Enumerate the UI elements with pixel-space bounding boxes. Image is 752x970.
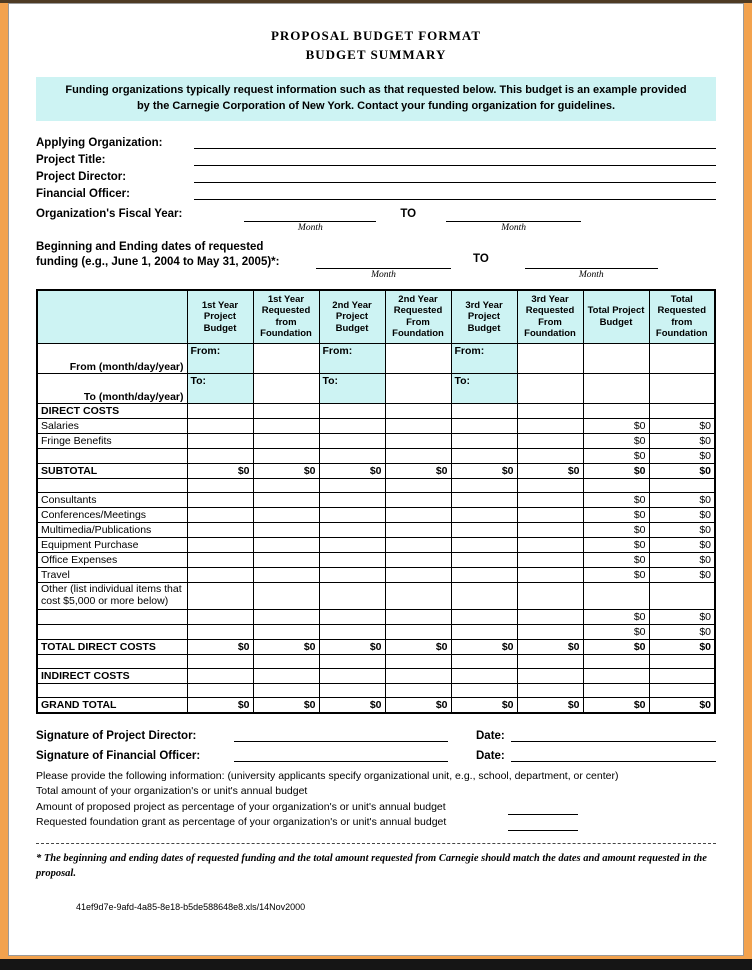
info-section bbox=[36, 769, 716, 831]
empty-cell bbox=[253, 537, 319, 552]
amount-cell: $0 bbox=[583, 624, 649, 639]
empty-cell bbox=[319, 403, 385, 418]
empty-cell bbox=[385, 668, 451, 683]
empty-cell bbox=[187, 582, 253, 609]
funding-end-group bbox=[525, 255, 658, 280]
amount-cell: $0 bbox=[253, 463, 319, 478]
amount-cell: $0 bbox=[187, 639, 253, 654]
scan-bottom-edge bbox=[0, 959, 752, 970]
empty-cell bbox=[451, 478, 517, 492]
row-label: INDIRECT COSTS bbox=[37, 668, 187, 683]
signature-row-financial-officer bbox=[36, 742, 716, 762]
amount-cell: $0 bbox=[253, 639, 319, 654]
to-row bbox=[37, 373, 715, 403]
empty-cell bbox=[253, 343, 319, 373]
date-input-cell[interactable]: From: bbox=[187, 343, 253, 373]
row-label: Fringe Benefits bbox=[37, 433, 187, 448]
row-label bbox=[37, 448, 187, 463]
empty-cell bbox=[385, 552, 451, 567]
signature-line[interactable] bbox=[234, 729, 448, 742]
form-field-row bbox=[36, 133, 716, 149]
amount-cell: $0 bbox=[319, 463, 385, 478]
fiscal-year-to-label: TO bbox=[400, 207, 417, 220]
amount-cell: $0 bbox=[187, 463, 253, 478]
empty-cell bbox=[253, 507, 319, 522]
field-label: Project Director: bbox=[36, 170, 127, 183]
empty-cell bbox=[319, 507, 385, 522]
empty-cell bbox=[187, 567, 253, 582]
row-label bbox=[37, 624, 187, 639]
month-caption: Month bbox=[297, 222, 323, 233]
amount-cell: $0 bbox=[649, 507, 715, 522]
amount-cell: $0 bbox=[649, 697, 715, 713]
empty-cell bbox=[253, 582, 319, 609]
table-row bbox=[37, 639, 715, 654]
empty-cell bbox=[451, 448, 517, 463]
amount-cell: $0 bbox=[517, 639, 583, 654]
table-row bbox=[37, 522, 715, 537]
document-page bbox=[8, 3, 744, 956]
funding-dates-label bbox=[36, 240, 316, 270]
info-fill-line[interactable] bbox=[508, 803, 578, 815]
date-input-cell[interactable]: To: bbox=[187, 373, 253, 403]
empty-cell bbox=[385, 654, 451, 668]
info-item bbox=[36, 800, 716, 816]
table-row bbox=[37, 582, 715, 609]
date-range-label: To (month/day/year) bbox=[37, 373, 187, 403]
amount-cell: $0 bbox=[385, 697, 451, 713]
empty-cell bbox=[385, 433, 451, 448]
table-row bbox=[37, 683, 715, 697]
empty-cell bbox=[583, 478, 649, 492]
empty-cell bbox=[319, 624, 385, 639]
amount-cell: $0 bbox=[649, 433, 715, 448]
empty-cell bbox=[319, 552, 385, 567]
date-line[interactable] bbox=[511, 729, 716, 742]
empty-cell bbox=[253, 567, 319, 582]
empty-cell bbox=[187, 624, 253, 639]
footnote: * The beginning and ending dates of requested funding and the total amount requested from Carnegie should match the dates and amount requested in the proposal. bbox=[36, 852, 707, 880]
info-fill-line[interactable] bbox=[508, 819, 578, 831]
empty-cell bbox=[517, 522, 583, 537]
empty-cell bbox=[253, 418, 319, 433]
empty-cell bbox=[319, 522, 385, 537]
empty-cell bbox=[649, 343, 715, 373]
empty-cell bbox=[187, 433, 253, 448]
empty-cell bbox=[517, 567, 583, 582]
empty-cell bbox=[187, 418, 253, 433]
signature-section bbox=[36, 722, 716, 762]
funding-dates-label-line1: Beginning and Ending dates of requested bbox=[36, 240, 264, 253]
empty-cell bbox=[385, 537, 451, 552]
row-label: Office Expenses bbox=[37, 552, 187, 567]
signature-row-project-director bbox=[36, 722, 716, 742]
empty-cell bbox=[583, 683, 649, 697]
month-caption: Month bbox=[371, 269, 396, 280]
empty-cell bbox=[451, 537, 517, 552]
empty-cell bbox=[385, 582, 451, 609]
empty-cell bbox=[451, 403, 517, 418]
empty-cell bbox=[253, 478, 319, 492]
empty-cell bbox=[319, 567, 385, 582]
empty-cell bbox=[253, 403, 319, 418]
empty-cell bbox=[319, 448, 385, 463]
document-title: PROPOSAL BUDGET FORMAT bbox=[270, 28, 482, 43]
empty-cell bbox=[187, 668, 253, 683]
empty-cell bbox=[253, 448, 319, 463]
empty-cell bbox=[451, 418, 517, 433]
row-label: SUBTOTAL bbox=[37, 463, 187, 478]
empty-cell bbox=[583, 373, 649, 403]
empty-cell bbox=[517, 609, 583, 624]
date-input-cell[interactable]: To: bbox=[451, 373, 517, 403]
empty-cell bbox=[517, 537, 583, 552]
empty-cell bbox=[187, 478, 253, 492]
column-header: 2nd Year Requested From Foundation bbox=[385, 290, 451, 344]
amount-cell: $0 bbox=[649, 418, 715, 433]
table-corner-cell bbox=[37, 290, 187, 344]
empty-cell bbox=[253, 654, 319, 668]
column-header: Total Requested from Foundation bbox=[649, 290, 715, 344]
fiscal-year-end-group bbox=[446, 208, 581, 233]
row-label: Salaries bbox=[37, 418, 187, 433]
table-row bbox=[37, 463, 715, 478]
empty-cell bbox=[517, 418, 583, 433]
empty-cell bbox=[517, 668, 583, 683]
amount-cell: $0 bbox=[583, 609, 649, 624]
form-field-row bbox=[36, 184, 716, 200]
empty-cell bbox=[385, 683, 451, 697]
amount-cell: $0 bbox=[583, 492, 649, 507]
table-row bbox=[37, 567, 715, 582]
empty-cell bbox=[649, 373, 715, 403]
empty-cell bbox=[385, 609, 451, 624]
table-row bbox=[37, 448, 715, 463]
empty-cell bbox=[385, 373, 451, 403]
amount-cell: $0 bbox=[649, 448, 715, 463]
dashed-divider bbox=[36, 843, 716, 844]
empty-cell bbox=[253, 492, 319, 507]
empty-cell bbox=[583, 582, 649, 609]
row-label: Equipment Purchase bbox=[37, 537, 187, 552]
amount-cell: $0 bbox=[649, 624, 715, 639]
table-row bbox=[37, 478, 715, 492]
empty-cell bbox=[385, 567, 451, 582]
date-input-cell[interactable]: From: bbox=[319, 343, 385, 373]
row-label bbox=[37, 478, 187, 492]
empty-cell bbox=[517, 403, 583, 418]
empty-cell bbox=[649, 683, 715, 697]
empty-cell bbox=[385, 403, 451, 418]
amount-cell: $0 bbox=[517, 463, 583, 478]
row-label: Consultants bbox=[37, 492, 187, 507]
empty-cell bbox=[187, 683, 253, 697]
guidelines-banner: Funding organizations typically request information such as that requested below. This budget is an example provided by the Carnegie Corporation of New York. Contact your funding organization for guidelines. bbox=[36, 77, 716, 121]
date-input-cell[interactable]: To: bbox=[319, 373, 385, 403]
funding-dates-label-line2: funding (e.g., June 1, 2004 to May 31, 2005)*: bbox=[36, 255, 280, 268]
row-label: Conferences/Meetings bbox=[37, 507, 187, 522]
column-header: 1st Year Project Budget bbox=[187, 290, 253, 344]
field-input-line[interactable] bbox=[194, 153, 716, 166]
amount-cell: $0 bbox=[451, 639, 517, 654]
empty-cell bbox=[517, 552, 583, 567]
amount-cell: $0 bbox=[583, 639, 649, 654]
amount-cell: $0 bbox=[649, 492, 715, 507]
amount-cell: $0 bbox=[583, 433, 649, 448]
empty-cell bbox=[649, 478, 715, 492]
empty-cell bbox=[451, 668, 517, 683]
info-text: Total amount of your organization's or unit's annual budget bbox=[36, 785, 308, 798]
field-label: Applying Organization: bbox=[36, 136, 163, 149]
row-label: TOTAL DIRECT COSTS bbox=[37, 639, 187, 654]
amount-cell: $0 bbox=[385, 463, 451, 478]
empty-cell bbox=[253, 552, 319, 567]
row-label: DIRECT COSTS bbox=[37, 403, 187, 418]
empty-cell bbox=[253, 668, 319, 683]
empty-cell bbox=[451, 552, 517, 567]
empty-cell bbox=[451, 492, 517, 507]
empty-cell bbox=[253, 624, 319, 639]
from-row bbox=[37, 343, 715, 373]
empty-cell bbox=[451, 654, 517, 668]
empty-cell bbox=[385, 448, 451, 463]
amount-cell: $0 bbox=[583, 567, 649, 582]
empty-cell bbox=[517, 478, 583, 492]
fiscal-year-end-line[interactable] bbox=[446, 208, 581, 222]
amount-cell: $0 bbox=[319, 697, 385, 713]
empty-cell bbox=[517, 448, 583, 463]
column-header: 1st Year Requested from Foundation bbox=[253, 290, 319, 344]
empty-cell bbox=[517, 373, 583, 403]
amount-cell: $0 bbox=[649, 463, 715, 478]
amount-cell: $0 bbox=[583, 463, 649, 478]
column-header: 3rd Year Project Budget bbox=[451, 290, 517, 344]
amount-cell: $0 bbox=[649, 522, 715, 537]
amount-cell: $0 bbox=[451, 697, 517, 713]
amount-cell: $0 bbox=[253, 697, 319, 713]
empty-cell bbox=[319, 537, 385, 552]
table-row bbox=[37, 492, 715, 507]
empty-cell bbox=[583, 403, 649, 418]
empty-cell bbox=[319, 668, 385, 683]
date-input-cell[interactable]: From: bbox=[451, 343, 517, 373]
field-label: Project Title: bbox=[36, 153, 106, 166]
table-row bbox=[37, 609, 715, 624]
amount-cell: $0 bbox=[583, 418, 649, 433]
field-input-line[interactable] bbox=[194, 187, 716, 200]
date-line[interactable] bbox=[511, 749, 716, 762]
empty-cell bbox=[385, 522, 451, 537]
empty-cell bbox=[451, 582, 517, 609]
table-row bbox=[37, 552, 715, 567]
form-fields bbox=[36, 133, 716, 200]
empty-cell bbox=[319, 418, 385, 433]
amount-cell: $0 bbox=[385, 639, 451, 654]
amount-cell: $0 bbox=[583, 448, 649, 463]
empty-cell bbox=[187, 507, 253, 522]
empty-cell bbox=[319, 654, 385, 668]
empty-cell bbox=[451, 433, 517, 448]
date-range-label: From (month/day/year) bbox=[37, 343, 187, 373]
empty-cell bbox=[385, 624, 451, 639]
info-text: Amount of proposed project as percentage of your organization's or unit's annual budget bbox=[36, 800, 446, 813]
row-label bbox=[37, 609, 187, 624]
empty-cell bbox=[517, 654, 583, 668]
info-text: Requested foundation grant as percentage of your organization's or unit's annual budget bbox=[36, 816, 447, 829]
month-caption: Month bbox=[501, 222, 526, 233]
empty-cell bbox=[517, 433, 583, 448]
table-row bbox=[37, 654, 715, 668]
amount-cell: $0 bbox=[517, 697, 583, 713]
budget-table bbox=[36, 289, 716, 714]
funding-to-label: TO bbox=[473, 252, 489, 265]
empty-cell bbox=[517, 582, 583, 609]
table-row bbox=[37, 624, 715, 639]
amount-cell: $0 bbox=[583, 697, 649, 713]
title-block bbox=[36, 4, 716, 63]
date-label: Date: bbox=[476, 749, 505, 762]
amount-cell: $0 bbox=[649, 567, 715, 582]
empty-cell bbox=[451, 624, 517, 639]
empty-cell bbox=[451, 522, 517, 537]
empty-cell bbox=[517, 507, 583, 522]
empty-cell bbox=[649, 403, 715, 418]
field-label: Financial Officer: bbox=[36, 187, 130, 200]
empty-cell bbox=[319, 478, 385, 492]
empty-cell bbox=[451, 609, 517, 624]
table-row bbox=[37, 668, 715, 683]
amount-cell: $0 bbox=[319, 639, 385, 654]
table-row bbox=[37, 507, 715, 522]
month-caption: Month bbox=[578, 269, 604, 280]
empty-cell bbox=[517, 343, 583, 373]
empty-cell bbox=[385, 418, 451, 433]
empty-cell bbox=[319, 683, 385, 697]
empty-cell bbox=[253, 609, 319, 624]
fiscal-year-label: Organization's Fiscal Year: bbox=[36, 207, 183, 220]
field-input-line[interactable] bbox=[194, 170, 716, 183]
empty-cell bbox=[583, 343, 649, 373]
info-intro: Please provide the following information: (university applicants specify organizational unit, e.g., school, department, or center) bbox=[36, 769, 619, 782]
row-label bbox=[37, 654, 187, 668]
empty-cell bbox=[649, 582, 715, 609]
empty-cell bbox=[517, 492, 583, 507]
empty-cell bbox=[451, 683, 517, 697]
table-row bbox=[37, 697, 715, 713]
amount-cell: $0 bbox=[649, 609, 715, 624]
column-header: Total Project Budget bbox=[583, 290, 649, 344]
funding-dates-row bbox=[36, 240, 716, 280]
empty-cell bbox=[253, 683, 319, 697]
column-header: 3rd Year Requested From Foundation bbox=[517, 290, 583, 344]
amount-cell: $0 bbox=[583, 537, 649, 552]
signature-label: Signature of Financial Officer: bbox=[36, 749, 201, 762]
signature-label: Signature of Project Director: bbox=[36, 729, 197, 742]
info-items bbox=[36, 784, 716, 831]
table-row bbox=[37, 403, 715, 418]
empty-cell bbox=[253, 373, 319, 403]
empty-cell bbox=[187, 654, 253, 668]
amount-cell: $0 bbox=[451, 463, 517, 478]
table-header-row bbox=[37, 290, 715, 344]
empty-cell bbox=[319, 609, 385, 624]
form-field-row bbox=[36, 167, 716, 183]
empty-cell bbox=[187, 492, 253, 507]
empty-cell bbox=[451, 507, 517, 522]
field-input-line[interactable] bbox=[194, 136, 716, 149]
empty-cell bbox=[187, 552, 253, 567]
amount-cell: $0 bbox=[649, 552, 715, 567]
date-label: Date: bbox=[476, 729, 505, 742]
empty-cell bbox=[187, 448, 253, 463]
empty-cell bbox=[649, 668, 715, 683]
empty-cell bbox=[319, 582, 385, 609]
amount-cell: $0 bbox=[187, 697, 253, 713]
table-row bbox=[37, 537, 715, 552]
signature-line[interactable] bbox=[234, 749, 448, 762]
empty-cell bbox=[385, 492, 451, 507]
document-subtitle: BUDGET SUMMARY bbox=[305, 47, 447, 62]
fiscal-year-row bbox=[36, 208, 716, 233]
row-label: GRAND TOTAL bbox=[37, 697, 187, 713]
empty-cell bbox=[385, 478, 451, 492]
table-row bbox=[37, 418, 715, 433]
empty-cell bbox=[253, 522, 319, 537]
empty-cell bbox=[253, 433, 319, 448]
empty-cell bbox=[319, 433, 385, 448]
row-label: Multimedia/Publications bbox=[37, 522, 187, 537]
funding-start-line[interactable] bbox=[316, 255, 451, 269]
info-item bbox=[36, 815, 716, 831]
empty-cell bbox=[583, 668, 649, 683]
empty-cell bbox=[187, 537, 253, 552]
column-header: 2nd Year Project Budget bbox=[319, 290, 385, 344]
row-label bbox=[37, 683, 187, 697]
amount-cell: $0 bbox=[583, 522, 649, 537]
fiscal-year-start-group bbox=[244, 208, 376, 233]
amount-cell: $0 bbox=[649, 639, 715, 654]
empty-cell bbox=[319, 492, 385, 507]
empty-cell bbox=[187, 609, 253, 624]
empty-cell bbox=[187, 403, 253, 418]
empty-cell bbox=[583, 654, 649, 668]
form-field-row bbox=[36, 150, 716, 166]
table-row bbox=[37, 433, 715, 448]
empty-cell bbox=[187, 522, 253, 537]
empty-cell bbox=[451, 567, 517, 582]
row-label: Travel bbox=[37, 567, 187, 582]
amount-cell: $0 bbox=[583, 552, 649, 567]
file-reference: 41ef9d7e-9afd-4a85-8e18-b5de588648e8.xls/14Nov2000 bbox=[76, 902, 306, 913]
empty-cell bbox=[517, 624, 583, 639]
empty-cell bbox=[649, 654, 715, 668]
empty-cell bbox=[385, 343, 451, 373]
empty-cell bbox=[517, 683, 583, 697]
row-label: Other (list individual items that cost $5,000 or more below) bbox=[37, 582, 187, 609]
info-item bbox=[36, 784, 716, 800]
fiscal-year-start-line[interactable] bbox=[244, 208, 376, 222]
empty-cell bbox=[385, 507, 451, 522]
amount-cell: $0 bbox=[649, 537, 715, 552]
funding-end-line[interactable] bbox=[525, 255, 658, 269]
amount-cell: $0 bbox=[583, 507, 649, 522]
funding-start-group bbox=[316, 255, 451, 280]
